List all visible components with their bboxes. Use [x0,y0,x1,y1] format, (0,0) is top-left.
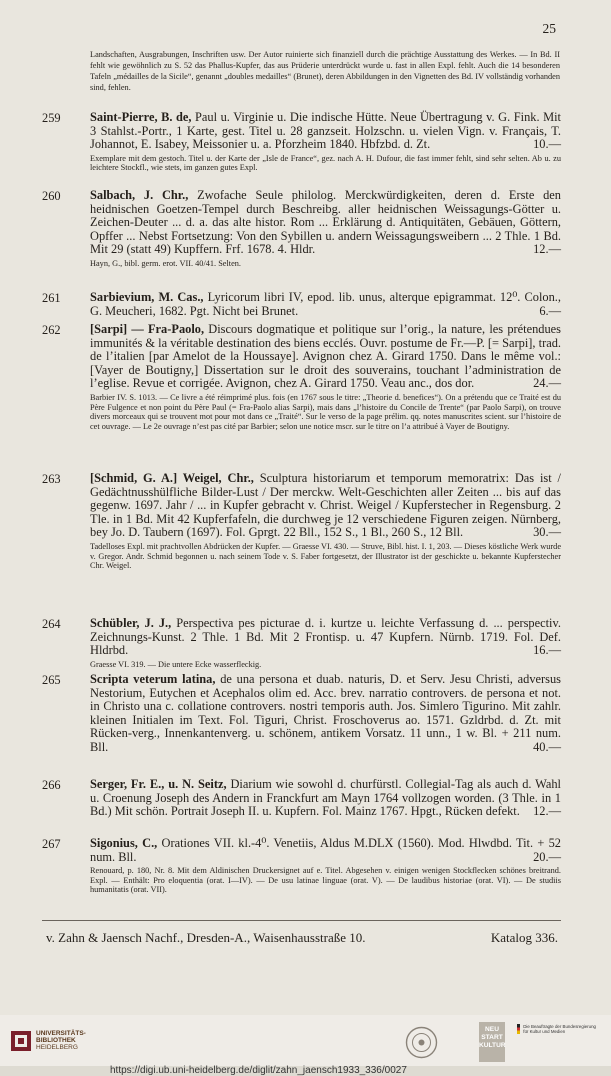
entry-description [90,189,561,257]
university-library-name: UNIVERSITÄTS- BIBLIOTHEK HEIDELBERG [36,1030,86,1052]
entry-description [90,673,561,755]
entry-author: Salbach, J. Chr., [90,188,189,202]
university-library-logo-icon [10,1029,32,1053]
entry-title: Orationes VII. kl.-4⁰. Venetiis, Aldus M.DLX (1560). Mod. Hlwdbd. Tit. + 52 num. Bll. [90,836,561,864]
entry-note: Graesse VI. 319. — Die untere Ecke wasserfleckig. [90,659,262,669]
entry-title: Zwofache Seule philolog. Merckwürdigkeiten, deren d. Erste den heidnischen Goetzen-Tempel durch Beschreibg. aller heidnischen Weissagungs-Götter u. Zeichen-Deuter ... d. a. das alte histor. Rom ... Erklärung d. Antiquitäten, Gebäuen, Göttern, Opffer ... Nebst Fortsetzung: Von den Sybillen u. andern Weissagungsweibern ... 2 Thle. 1 Bd. Mit 29 (statt 49) Kupffern. Frf. 1678. 4. Hldr. [90,188,561,257]
entry-price: 12.— [533,804,561,819]
entry-price: 10.— [533,137,561,152]
entry-title: Discours dogmatique et politique sur l’orig., la nature, les prétendues immunités & la véritable destination des biens ecclés. Ouvr. postume de Fr.—P. [= Sarpi], trad. de l’italien [par Amelot de la Houssaye]. Avignon chez A. Girard 1750. Dans le même vol.: [Vayer de Boutigny,] Dissertation sur le droit des souverains, touchant l’administration de l’eglise. Revue et corrigée. Avignon, chez A. Girard 1750. Veau anc., dos dor. [90,322,562,391]
entry-author: Saint-Pierre, B. de, [90,110,192,124]
bkm-sponsor: Die Beauftragte der Bundesregierung für Kultur und Medien [517,1024,607,1034]
catalog-entry [42,778,561,819]
lot-number: 266 [42,778,61,792]
catalog-number: Katalog 336. [490,930,558,945]
entry-description [90,472,561,540]
page-url[interactable]: https://digi.ub.uni-heidelberg.de/diglit/zahn_jaensch1933_336/0027 [110,1065,407,1076]
continuation-note: Landschaften, Ausgrabungen, Inschriften usw. Der Autor ruinierte sich finanziell durch die prächtige Ausstattung des Werkes. — In Bd. II fehlt wie gewöhnlich zu S. 52 das Phallus-Kupfer, das aus Prüderie unterdrückt wurde u. fast in allen Expl. fehlt. Auch die 14 besonderen Tafeln „médailles de la Sicile“, genannt „doubles medailles“ (Brunet), deren Abbildungen in den Vignetten des Bd. IV vollständig vorhanden sind, fehlen. [90,50,560,92]
publisher-address: v. Zahn & Jaensch Nachf., Dresden-A., Waisenhausstraße 10. [46,930,366,945]
catalog-entry [42,472,561,571]
entry-description [90,837,561,864]
lot-number: 264 [42,617,61,631]
catalog-entry [42,189,561,269]
entry-title: de una persona et duab. naturis, D. et Serv. Jesu Christi, adversus Nestorium, Eutychen et Acephalos olim ed. Acc. brev. narratio controvers. de persona et not. in Christo una c. collatione controvers. nostri temporis auth. Jos. Simlero Tigurino. Mit zahlr. kleinen Initialen im Text. Fol. Tiguri, Christ. Froschoverus ao. 1571. Gzldrbd. d. Zt. mit Rücken-verg., Innenkantenverg. u. schönem, antikem Vorsatz. 11 unn., 1 w. Bl. + 211 num. Bll. [90,672,561,754]
entry-price: 16.— [533,643,561,658]
entry-note: Renouard, p. 180, Nr. 8. Mit dem Aldinischen Druckersignet auf e. Titel. Abgesehen v. einigen wenigen Stockflecken schönes breitrand. Expl. — Enthält: Pro eloquentia (orat. I—IV). — De usu latinae linguae (orat. V). — De laudibus historiae (orat. VI). — De studiis humanitatis (orat. VII). [90,866,561,895]
neustart-kultur-logo: NEU START KULTUR [479,1022,505,1062]
lot-number: 262 [42,323,61,337]
entry-note: Tadelloses Expl. mit prachtvollen Abdrücken der Kupfer. — Graesse VI. 430. — Struve, Bibl. hist. I. 1, 203. — Dieses köstliche Werk wurde v. Gregor. Andr. Schmid begonnen u. nach seinem Tode v. S. Faber fortgesetzt, der Illustrator ist der geschickte u. bekannte Kupferstecher Chr. Weigel. [90,541,561,571]
catalog-entry [42,837,561,895]
entry-description [90,323,561,391]
entry-description [90,111,561,152]
entry-price: 12.— [533,242,561,257]
catalog-entry [42,323,561,431]
lot-number: 260 [42,189,61,203]
entry-title: Perspectiva pes picturae d. i. kurtze u. leichte Verfassung d. ... perspectiv. Zeichnungs-Kunst. 2 Thle. 1 Bd. Mit 2 Frontisp. u. 47 Kupfern. Nürnb. 1719. Fol. Def. Hldrbd. [90,616,561,658]
footer-divider [42,920,561,921]
entry-author: Scripta veterum latina, [90,672,216,686]
catalog-entry [42,673,561,755]
entry-author: [Schmid, G. A.] Weigel, Chr., [90,471,254,485]
entry-price: 40.— [533,739,561,754]
entry-author: Sarbievium, M. Cas., [90,290,204,304]
entry-description [90,617,561,658]
lot-number: 265 [42,673,61,687]
watermark-seal-icon [405,1026,438,1059]
entry-price: 20.— [533,849,561,864]
catalog-entry [42,617,561,669]
entry-price: 6.— [539,303,561,318]
viewer-footer-bar [0,1015,611,1076]
entry-description [90,778,561,819]
entry-note: Hayn, G., bibl. germ. erot. VII. 40/41. Selten. [90,258,242,268]
entry-author: Serger, Fr. E., u. N. Seitz, [90,777,227,791]
catalog-entry [42,111,561,173]
entry-author: Sigonius, C., [90,836,158,850]
entry-author: Schübler, J. J., [90,616,172,630]
entry-note: Barbier IV. S. 1013. — Ce livre a été réimprimé plus. fois (en 1767 sous le titre: „Theorie d. benefices“). On a prétendu que ce Traité est du Père Fulgence et non point du Père Paul (= Fra-Paolo alias Sarpi), mais dans „l’histoire du Concile de Trente“ (par Paolo Sarpi), on trouve divers morceaux qui se trouvent mot pour mot dans ce „Traité“. Sur le verso de la page prélim. qq. notes manuscrites scient. sur l’histoire de cet ouvrage. — Le 2e ouvrage n’est pas cité par Barbier; selon une notice mscr. sur le titre on l’a attribué à Vayer de Boutigny. [90,392,561,431]
lot-number: 267 [42,837,61,851]
catalog-entry [42,291,561,318]
page-footer [46,930,558,946]
entry-description [90,291,561,318]
entry-title: Lyricorum libri IV, epod. lib. unus, alterque epigrammat. 12⁰. Colon., G. Meucheri, 1682. Pgt. Nicht bei Brunet. [90,290,561,318]
lot-number: 259 [42,111,61,125]
entry-title: Paul u. Virginie u. Die indische Hütte. Neue Übertragung v. G. Fink. Mit 3 Stahlst.-Portr., 1 Karte, gest. Titel u. 28 ganzseit. Holzschn. u. vielen Vign. v. Français, T. Johannot, E. Isabey, Meissonier u. a. Pforzheim 1840. Hbfzbd. d. Zt. [90,110,561,152]
entry-price: 30.— [533,525,561,540]
entry-author: [Sarpi] — Fra-Paolo, [90,322,205,336]
entry-title: Diarium wie sowohl d. churfürstl. Collegial-Tag als auch d. Wahl u. Croenung Joseph des Andern in Franckfurt am Mayn 1764 vollzogen worden. (3 Thle. in 1 Bd.) Mit schön. Portrait Joseph II. u. Kupfern. Fol. Mainz 1767. Hpgt., Rücken defekt. [90,777,561,819]
lot-number: 261 [42,291,61,305]
federal-flag-icon [517,1024,520,1034]
lot-number: 263 [42,472,61,486]
entry-price: 24.— [533,376,561,391]
entry-title: Sculptura historiarum et temporum memoratrix: Das ist / Gedächtnusshülfliche Bilder-Lust / Der merckw. Welt-Geschichten aller Zeiten ... bis auf das gegenw. 1697. Jahr / ... in Kupfer gebracht v. Christ. Weigel / Kupferstecher in Regensburg. 2 Tle. in 1 Bd. Mit 42 Kupferfafeln, die durchweg je 12 verschiedene Figuren zeigen. Nürnberg, bey Jo. D. Taubern (1697). Fol. Gprgt. 22 Bll., 152 S., 1 Bl., 260 S., 12 Bll. [90,471,561,540]
page-number: 25 [542,21,556,36]
entry-note: Exemplare mit dem gestoch. Titel u. der Karte der „Isle de France“, gez. nach A. H. Dufour, die fast immer fehlt, sind sehr selten. Ab u. zu leichtere Stockfl., wie stets, im ganzen gutes Expl. [90,153,561,173]
